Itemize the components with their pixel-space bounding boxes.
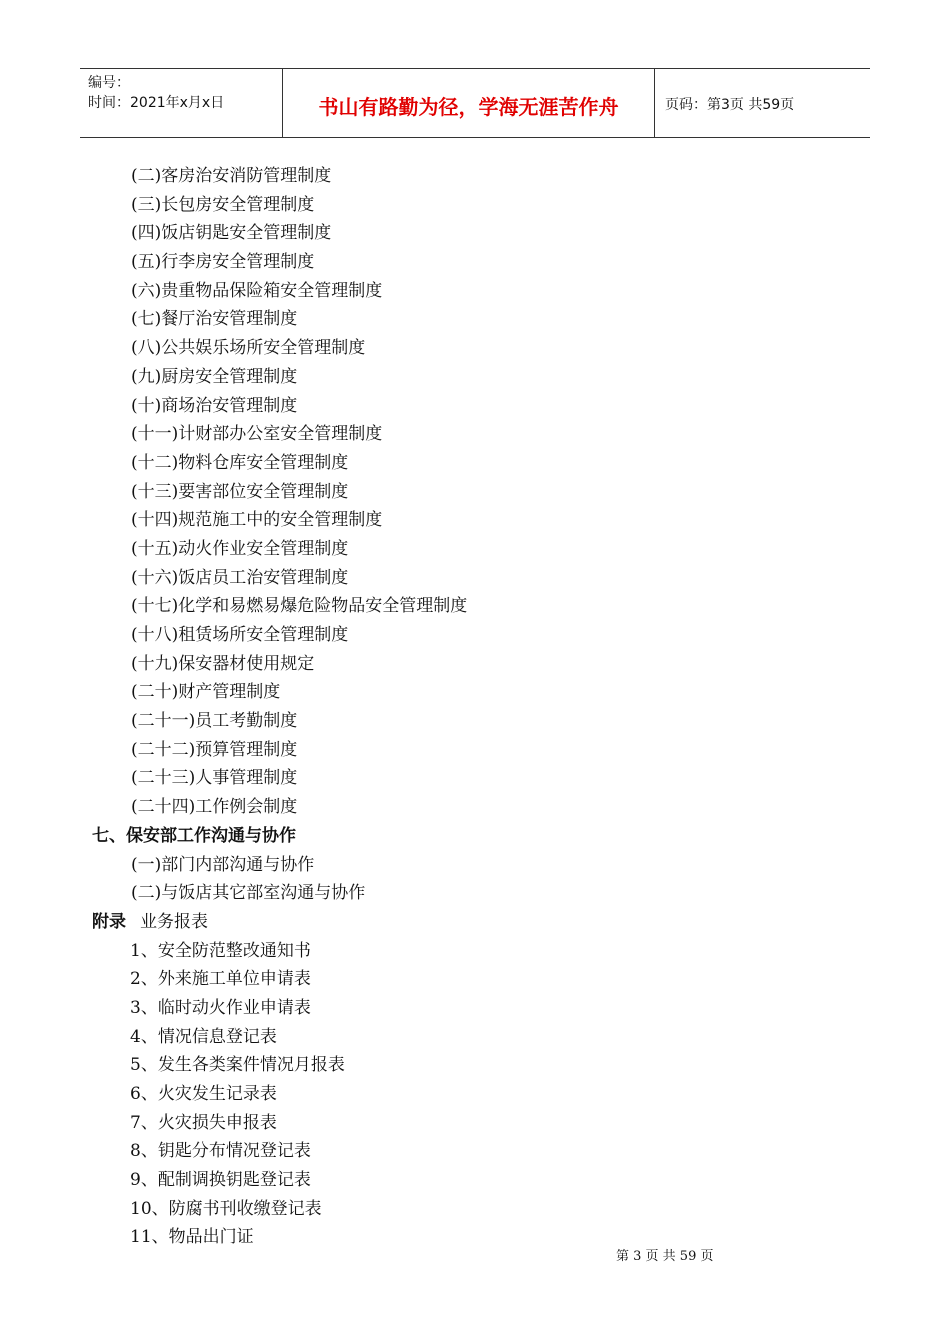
- list-item: (二)客房治安消防管理制度: [131, 166, 332, 186]
- appendix-subtitle: 业务报表: [140, 911, 208, 932]
- list-item: (二十三)人事管理制度: [131, 768, 298, 789]
- list-item: 10、防腐书刊收缴登记表: [130, 1198, 322, 1219]
- document-number-label: 编号：: [88, 75, 130, 91]
- list-item: 11、物品出门证: [130, 1227, 254, 1248]
- page-header: [80, 68, 870, 138]
- appendix-heading: [0, 908, 950, 937]
- list-item: 4、情况信息登记表: [130, 1026, 277, 1047]
- list-item: 8、钥匙分布情况登记表: [130, 1141, 311, 1162]
- list-item: 5、发生各类案件情况月报表: [130, 1055, 345, 1076]
- document-time: 时间：2021年x月x日: [88, 95, 225, 111]
- list-item: (二十四)工作例会制度: [131, 797, 298, 818]
- list-item: 1、安全防范整改通知书: [130, 940, 311, 961]
- header-motto: 书山有路勤为径，学海无涯苦作舟: [283, 69, 655, 137]
- list-item: (一)部门内部沟通与协作: [131, 854, 315, 875]
- list-item: (二十一)员工考勤制度: [131, 711, 298, 732]
- list-item: (七)餐厅治安管理制度: [131, 309, 298, 330]
- document-body: [0, 162, 950, 1252]
- appendix-title: 附录: [92, 911, 126, 932]
- header-page-info: 页码：第3页 共59页: [665, 97, 795, 113]
- list-item: (十五)动火作业安全管理制度: [131, 538, 349, 559]
- list-item: (二十)财产管理制度: [131, 682, 281, 703]
- page-footer: 第 3 页 共 59 页: [616, 1249, 714, 1264]
- list-item: 9、配制调换钥匙登记表: [130, 1170, 311, 1191]
- section-heading: 七、保安部工作沟通与协作: [92, 825, 296, 846]
- header-meta: [80, 69, 283, 137]
- list-item: (八)公共娱乐场所安全管理制度: [131, 338, 366, 359]
- list-item: 7、火灾损失申报表: [130, 1112, 277, 1133]
- list-item: (十七)化学和易燃易爆危险物品安全管理制度: [131, 596, 468, 617]
- list-item: (五)行李房安全管理制度: [131, 252, 315, 273]
- list-item: (十二)物料仓库安全管理制度: [131, 452, 349, 473]
- list-item: (十八)租赁场所安全管理制度: [131, 625, 349, 645]
- list-item: (二)与饭店其它部室沟通与协作: [131, 883, 366, 904]
- list-item: (十)商场治安管理制度: [131, 395, 298, 416]
- list-item: (九)厨房安全管理制度: [131, 366, 298, 387]
- list-item: (十一)计财部办公室安全管理制度: [131, 424, 383, 445]
- list-item: 2、外来施工单位申请表: [130, 969, 311, 990]
- list-item: 3、临时动火作业申请表: [130, 997, 311, 1018]
- list-item: (十九)保安器材使用规定: [131, 653, 315, 674]
- list-item: (二十二)预算管理制度: [131, 739, 298, 760]
- list-item: (四)饭店钥匙安全管理制度: [131, 223, 332, 244]
- list-item: (六)贵重物品保险箱安全管理制度: [131, 280, 383, 301]
- list-item: (十四)规范施工中的安全管理制度: [131, 510, 383, 531]
- list-item: (十三)要害部位安全管理制度: [131, 481, 349, 502]
- list-item: 6、火灾发生记录表: [130, 1084, 277, 1104]
- list-item: (十六)饭店员工治安管理制度: [131, 567, 349, 588]
- list-item: (三)长包房安全管理制度: [131, 194, 315, 215]
